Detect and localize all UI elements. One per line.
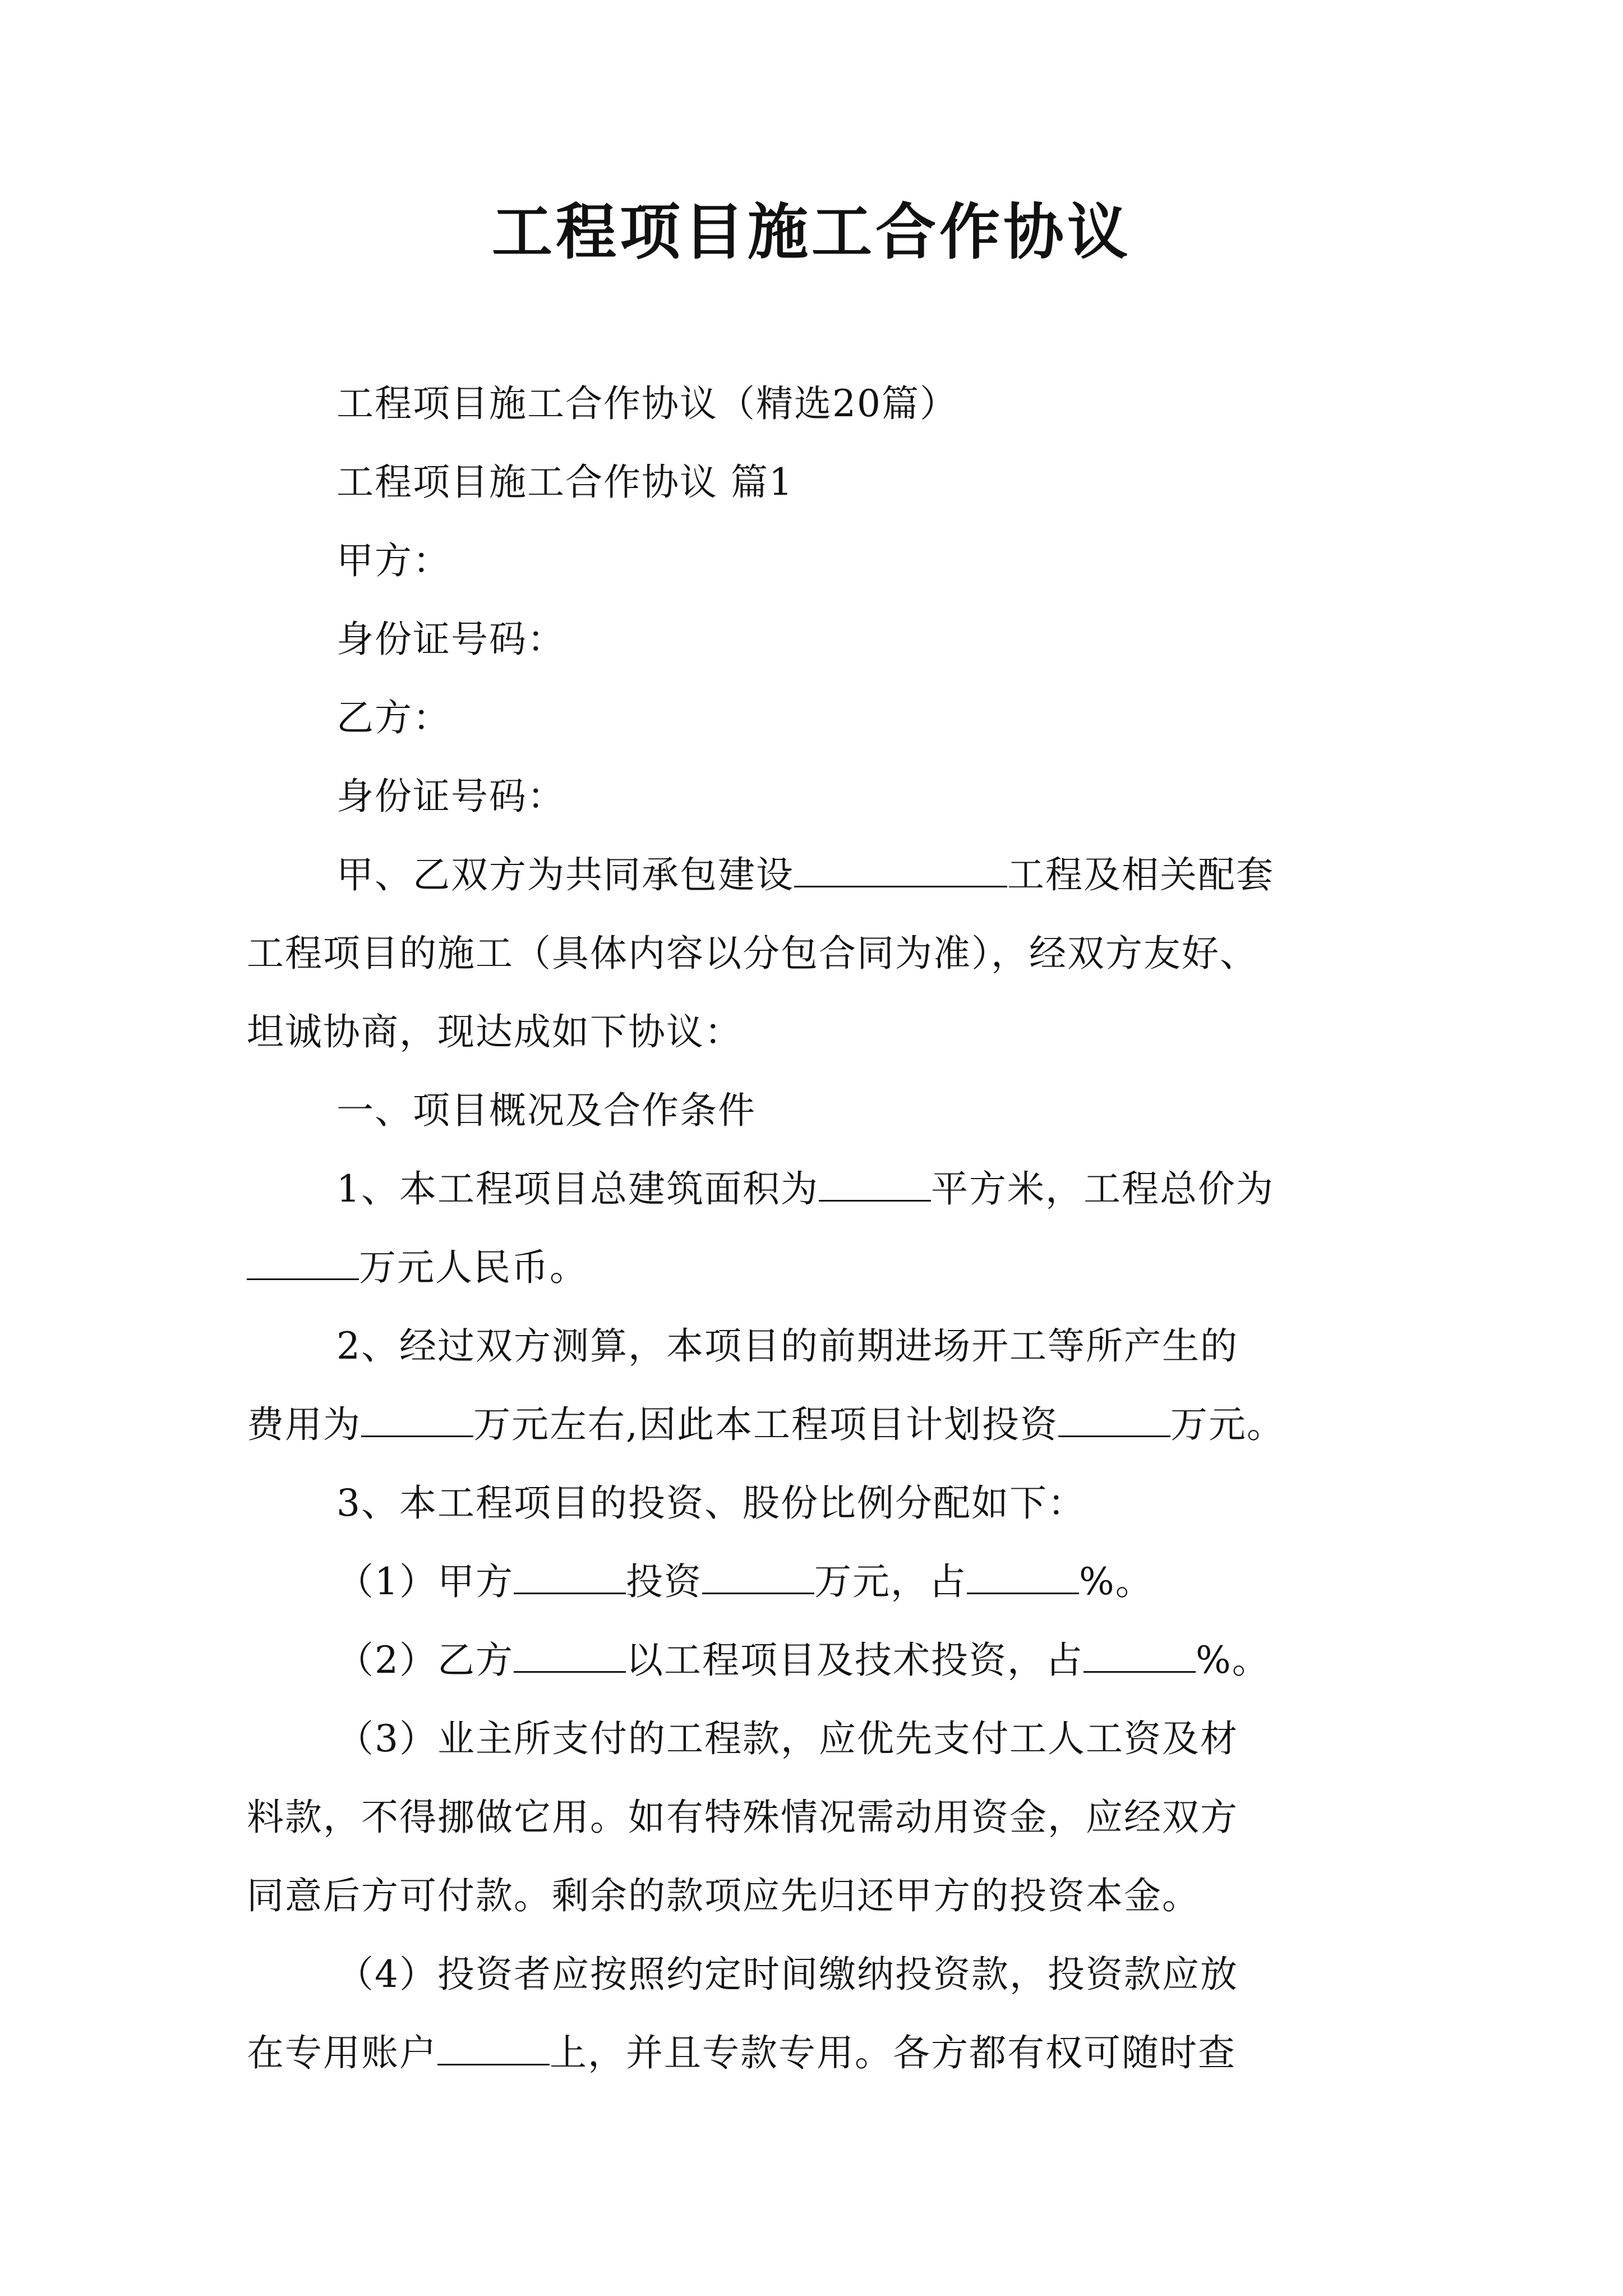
fill-blank (514, 1561, 626, 1594)
text-run: 在专用账户 (247, 2031, 437, 2074)
paragraph-line: 同意后方可付款。剩余的款项应先归还甲方的投资本金。 (247, 1874, 1200, 1917)
text-run: 费用为 (247, 1403, 361, 1446)
paragraph-line (336, 853, 1274, 898)
paragraph-line (336, 1167, 1274, 1212)
paragraph-line: 工程项目的施工（具体内容以分包合同为准），经双方友好、 (247, 932, 1258, 975)
paragraph-line: 料款，不得挪做它用。如有特殊情况需动用资金，应经双方 (247, 1796, 1238, 1839)
text-run: %。 (1196, 1639, 1270, 1682)
fill-blank (967, 1561, 1079, 1594)
paragraph-line: 2、经过双方测算，本项目的前期进场开工等所产生的 (336, 1324, 1238, 1368)
paragraph-line (247, 1402, 1285, 1447)
paragraph-line: （3）业主所支付的工程款，应优先支付工人工资及材 (336, 1717, 1238, 1760)
fill-blank (794, 854, 1007, 887)
fill-blank (1058, 1404, 1170, 1437)
paragraph-line (247, 1245, 588, 1290)
paragraph-line: 3、本工程项目的投资、股份比例分配如下： (336, 1481, 1086, 1525)
text-run: 工程及相关配套 (1007, 853, 1274, 896)
paragraph-line: （4）投资者应按照约定时间缴纳投资款，投资款应放 (336, 1953, 1238, 1996)
paragraph-line (247, 2031, 1236, 2076)
section-heading: 一、项目概况及合作条件 (336, 1089, 756, 1132)
text-run: 平方米，工程总价为 (931, 1167, 1274, 1211)
text-run: 以工程项目及技术投资，占 (626, 1639, 1083, 1682)
text-run: 投资 (626, 1560, 702, 1603)
fill-blank (514, 1640, 626, 1673)
fill-blank (437, 2032, 550, 2065)
section-heading: 工程项目施工合作协议 篇1 (336, 461, 794, 504)
fill-blank (247, 1247, 359, 1280)
party-a-id-label: 身份证号码： (336, 618, 565, 661)
text-run: 万元，占 (814, 1560, 967, 1603)
fill-blank (819, 1168, 931, 1202)
fill-blank (361, 1404, 473, 1437)
text-run: 万元。 (1170, 1403, 1285, 1446)
text-run: （2）乙方 (336, 1639, 514, 1682)
party-b-label: 乙方： (336, 696, 451, 739)
text-run: 上，并且专款专用。各方都有权可随时查 (550, 2031, 1236, 2074)
text-run: %。 (1079, 1560, 1154, 1603)
subtitle-line: 工程项目施工合作协议（精选20篇） (336, 382, 958, 425)
party-b-id-label: 身份证号码： (336, 775, 565, 818)
paragraph-line (336, 1638, 1270, 1683)
text-run: 万元左右,因此本工程项目计划投资 (473, 1403, 1058, 1446)
document-title: 工程项目施工合作协议 (491, 197, 1131, 268)
text-run: （1）甲方 (336, 1560, 514, 1603)
paragraph-line (336, 1559, 1154, 1604)
fill-blank (1083, 1640, 1196, 1673)
text-run: 1、本工程项目总建筑面积为 (336, 1167, 819, 1211)
text-run: 万元人民币。 (359, 1246, 588, 1289)
party-a-label: 甲方： (336, 539, 451, 582)
fill-blank (702, 1561, 814, 1594)
paragraph-line: 坦诚协商，现达成如下协议： (247, 1010, 743, 1053)
text-run: 甲、乙双方为共同承包建设 (336, 853, 794, 896)
